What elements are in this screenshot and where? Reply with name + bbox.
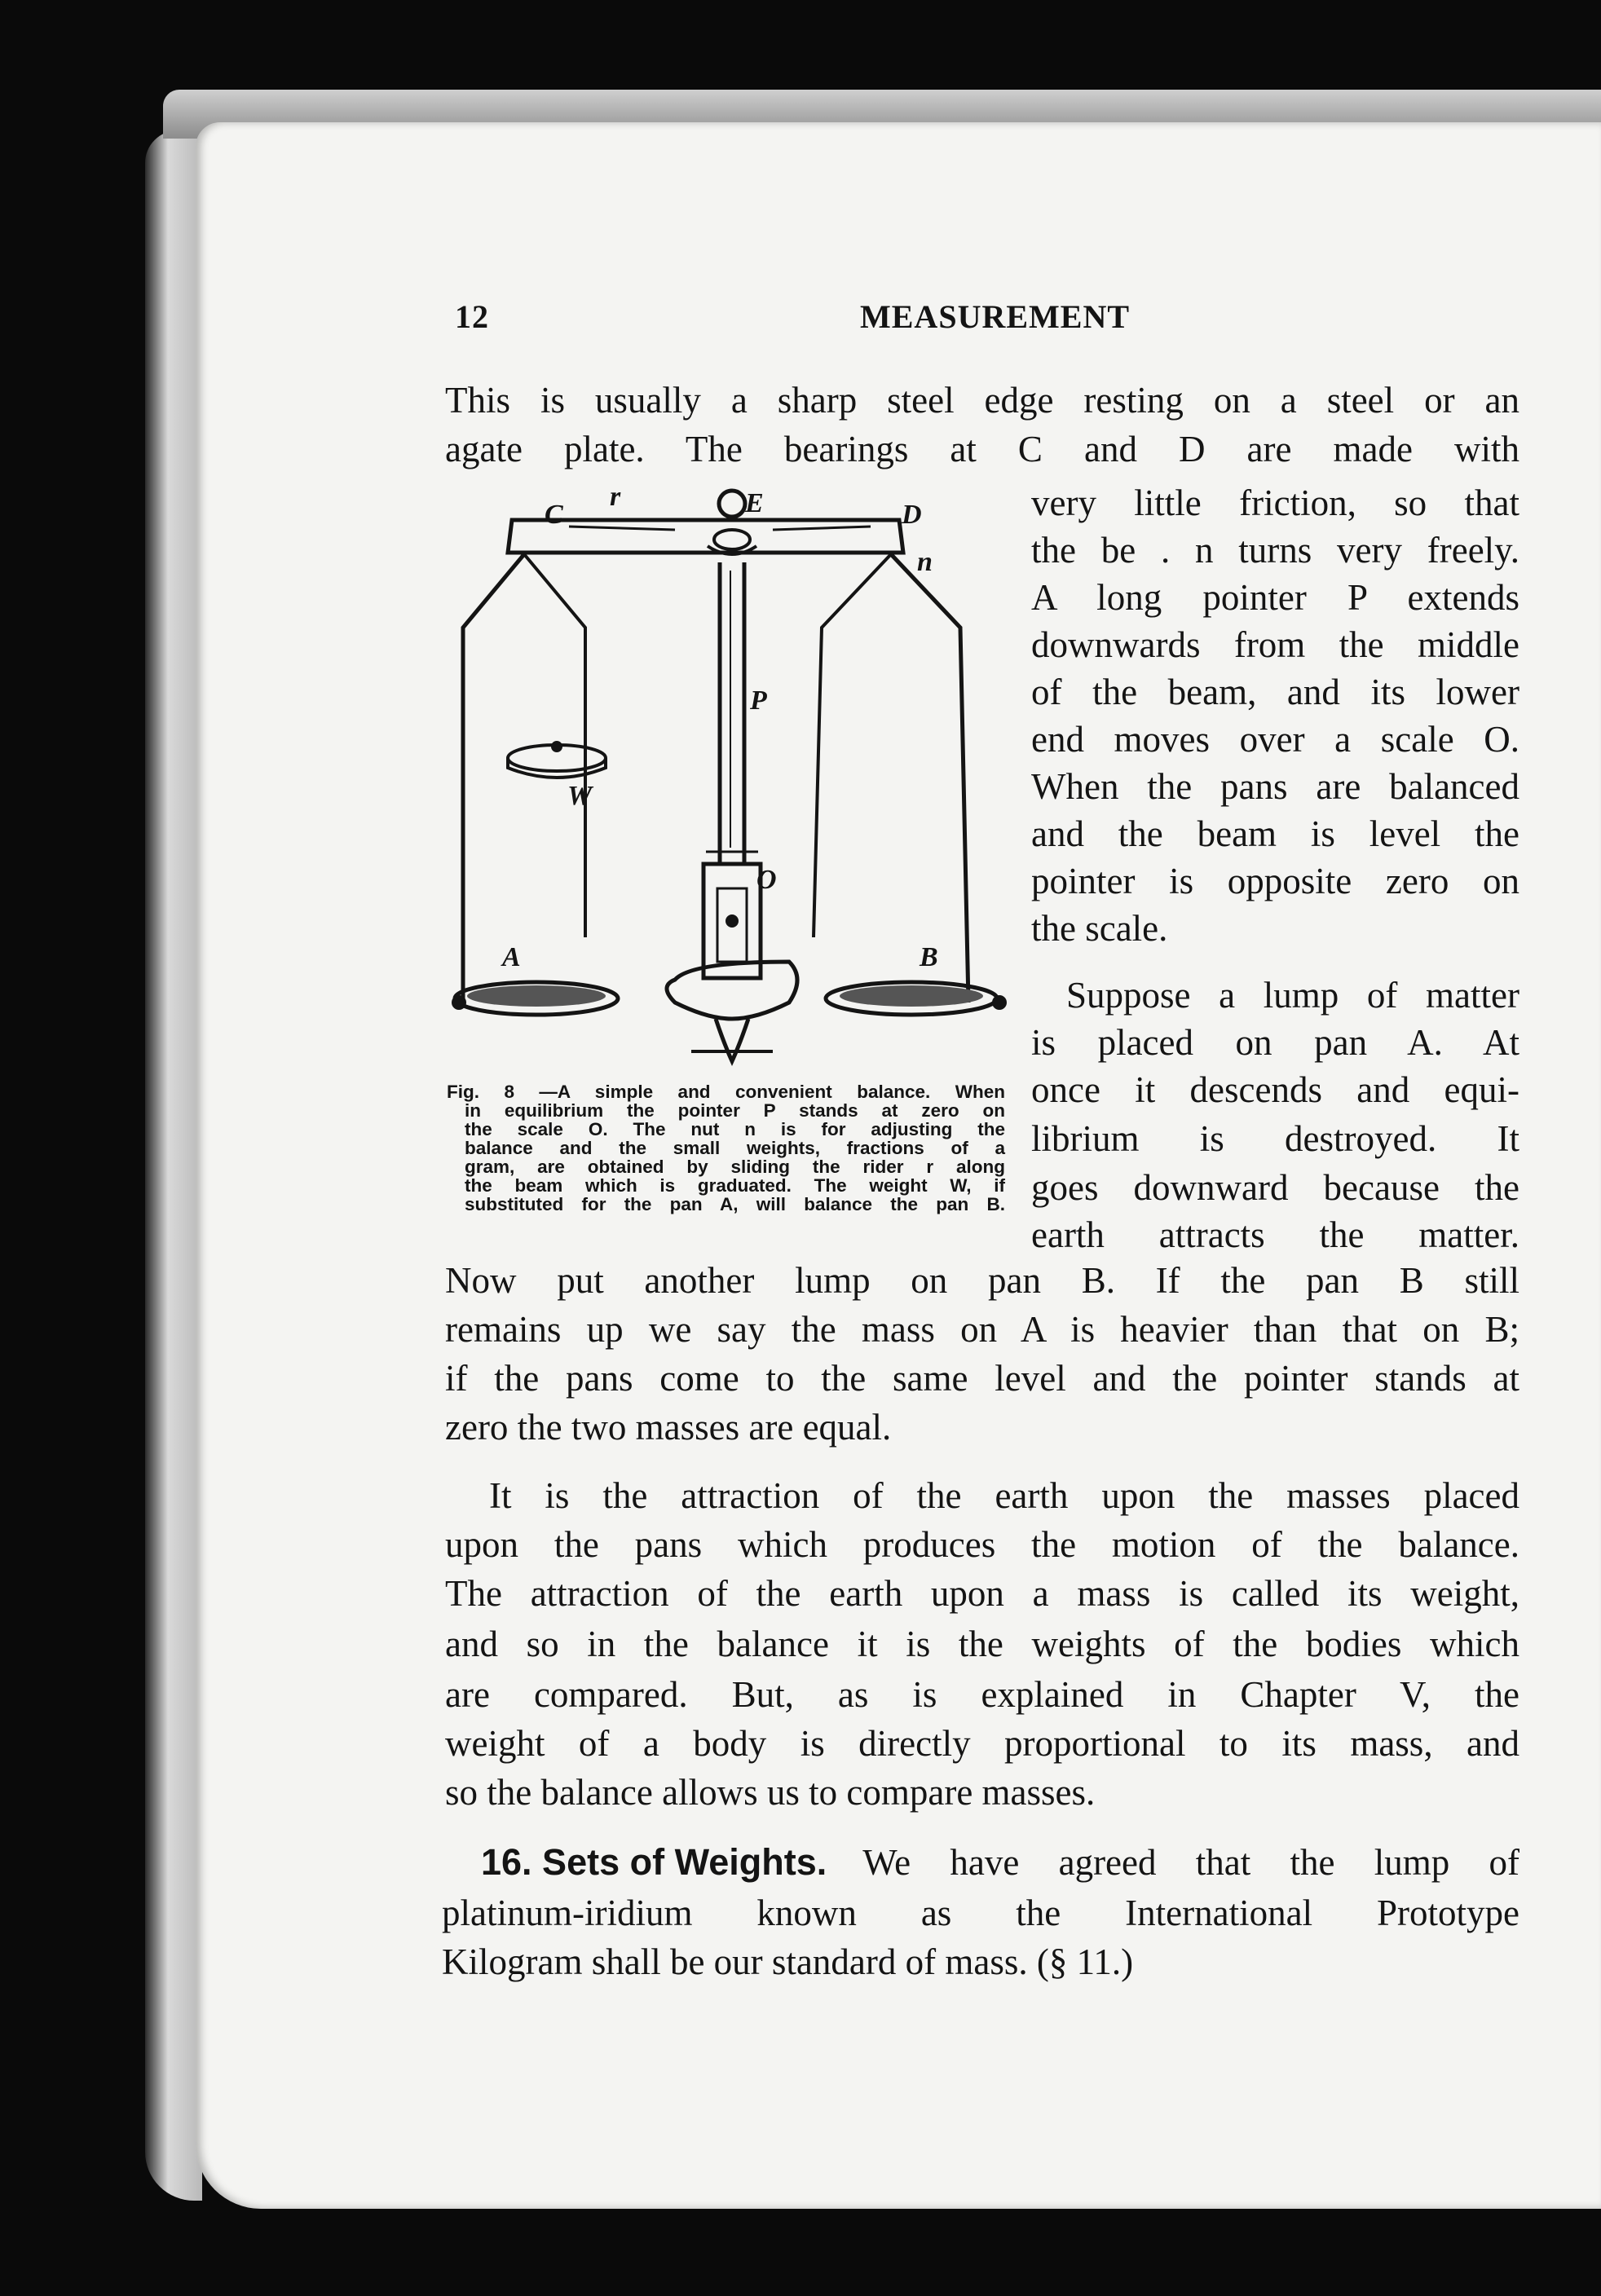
- text-line: so the balance allows us to compare masses.: [445, 1772, 1096, 1813]
- section-heading: 16. Sets of Weights.: [481, 1841, 827, 1883]
- caption-line: substituted for the pan A, will balance the pan B.: [465, 1194, 1005, 1214]
- figure-caption: [447, 1082, 1005, 1214]
- caption-line: in equilibrium the pointer P stands at zero on: [465, 1100, 1005, 1121]
- text-line: is placed on pan A. At: [1031, 1022, 1519, 1063]
- text-line: Kilogram shall be our standard of mass. (§ 11.): [442, 1941, 1134, 1982]
- section-16-first-line: [481, 1839, 1519, 1886]
- text-line: When the pans are balanced: [1031, 766, 1519, 807]
- text-line: remains up we say the mass on A is heavier than that on B;: [445, 1309, 1519, 1350]
- text-line: very little friction, so that: [1031, 483, 1519, 523]
- text-line: agate plate. The bearings at C and D are made with: [445, 429, 1519, 469]
- text-line: of the beam, and its lower: [1031, 672, 1519, 712]
- figure-label-A: A: [502, 942, 521, 972]
- text-line: This is usually a sharp steel edge resting on a steel or an: [445, 380, 1519, 421]
- text-line: if the pans come to the same level and the pointer stands at: [445, 1358, 1519, 1399]
- text-line: the scale.: [1031, 908, 1168, 949]
- book-left-edge: [145, 130, 202, 2201]
- figure-label-D: D: [902, 500, 922, 530]
- text-line: librium is destroyed. It: [1031, 1118, 1519, 1159]
- figure-label-C: C: [545, 500, 563, 530]
- figure-label-W: W: [567, 781, 593, 811]
- text-line: downwards from the middle: [1031, 624, 1519, 665]
- text-line: earth attracts the matter.: [1031, 1214, 1519, 1255]
- text-line: and the beam is level the: [1031, 813, 1519, 854]
- balance-figure: [447, 481, 1017, 1076]
- caption-line: Fig. 8 —A simple and convenient balance. When: [447, 1082, 1005, 1102]
- running-head: MEASUREMENT: [860, 298, 1131, 335]
- figure-label-B: B: [920, 942, 938, 972]
- text-line: Now put another lump on pan B. If the pan B still: [445, 1260, 1519, 1301]
- text-line: upon the pans which produces the motion of the balance.: [445, 1524, 1519, 1565]
- text-line: pointer is opposite zero on: [1031, 861, 1519, 901]
- text-line: It is the attraction of the earth upon the masses placed: [489, 1475, 1519, 1516]
- text-line: Suppose a lump of matter: [1066, 975, 1519, 1016]
- text-line: The attraction of the earth upon a mass is called its weight,: [445, 1573, 1519, 1614]
- figure-label-n: n: [917, 547, 933, 577]
- text-line: platinum-iridium known as the International Prototype: [442, 1893, 1519, 1933]
- text-line: We have agreed that the lump of: [862, 1842, 1519, 1883]
- text-line: the be . n turns very freely.: [1031, 530, 1519, 571]
- text-line: goes downward because the: [1031, 1167, 1519, 1208]
- figure-label-O: O: [756, 865, 777, 895]
- page-number: 12: [455, 298, 489, 335]
- text-line: once it descends and equi-: [1031, 1069, 1519, 1110]
- text-line: end moves over a scale O.: [1031, 719, 1519, 760]
- caption-line: the scale O. The nut n is for adjusting the: [465, 1119, 1005, 1139]
- text-line: zero the two masses are equal.: [445, 1407, 892, 1448]
- caption-line: balance and the small weights, fractions of a: [465, 1138, 1005, 1158]
- caption-line: the beam which is graduated. The weight W, if: [465, 1175, 1005, 1196]
- figure-label-r: r: [610, 482, 621, 512]
- figure-label-P: P: [750, 685, 767, 716]
- text-line: weight of a body is directly proportional to its mass, and: [445, 1723, 1519, 1764]
- text-line: and so in the balance it is the weights of the bodies which: [445, 1624, 1519, 1664]
- text-line: are compared. But, as is explained in Chapter V, the: [445, 1674, 1519, 1715]
- text-line: A long pointer P extends: [1031, 577, 1519, 618]
- caption-line: gram, are obtained by sliding the rider r along: [465, 1157, 1005, 1177]
- figure-label-E: E: [745, 488, 764, 518]
